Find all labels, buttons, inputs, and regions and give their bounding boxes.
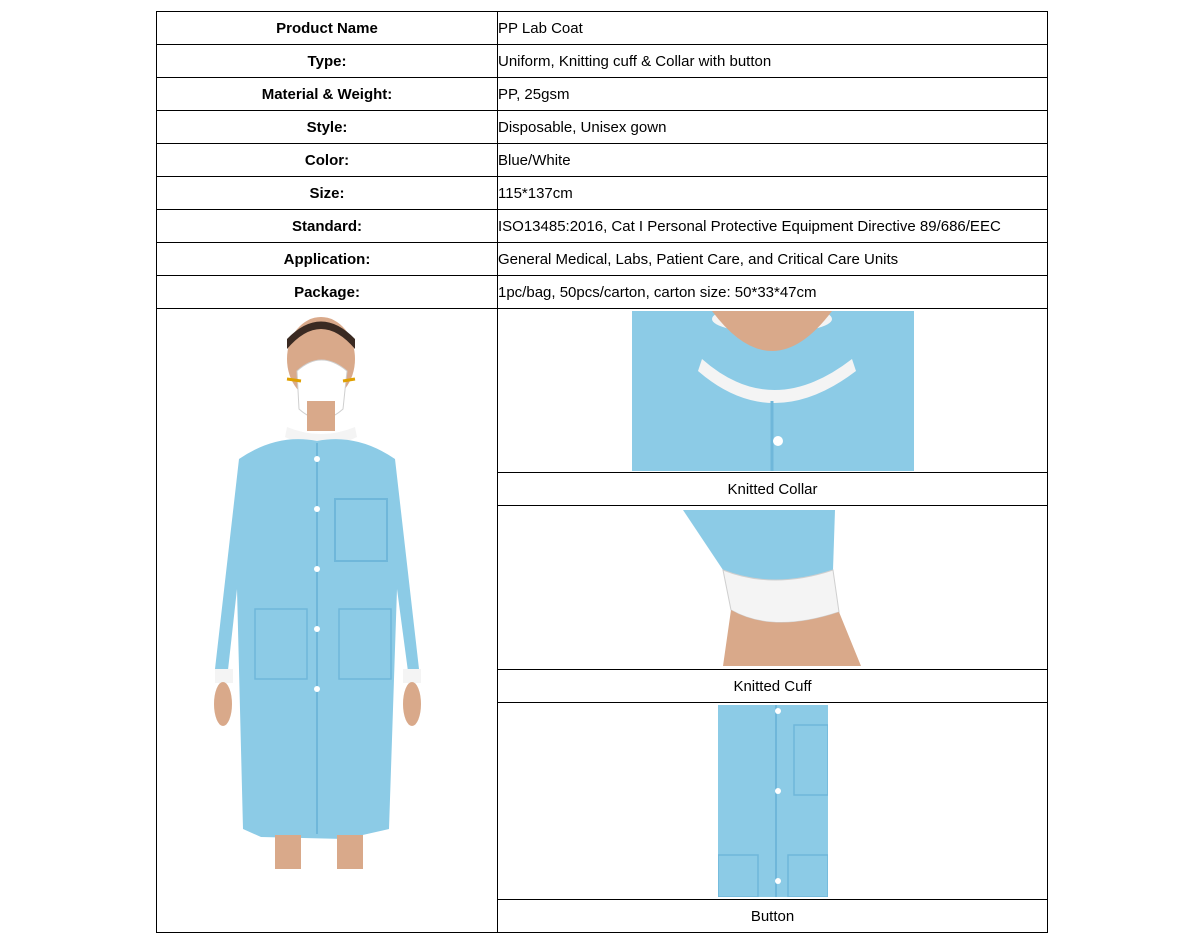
photo-caption: Knitted Cuff bbox=[498, 670, 1048, 703]
spec-value: Blue/White bbox=[498, 144, 1048, 177]
spec-row-material bbox=[157, 78, 1048, 111]
spec-value: General Medical, Labs, Patient Care, and Critical Care Units bbox=[498, 243, 1048, 276]
photo-caption: Knitted Collar bbox=[498, 473, 1048, 506]
spec-value: 1pc/bag, 50pcs/carton, carton size: 50*33*47cm bbox=[498, 276, 1048, 309]
spec-value: ISO13485:2016, Cat I Personal Protective Equipment Directive 89/686/EEC bbox=[498, 210, 1048, 243]
button-closeup-photo bbox=[718, 705, 828, 897]
spec-label: Style: bbox=[157, 111, 498, 144]
spec-value: 115*137cm bbox=[498, 177, 1048, 210]
button-photo-cell bbox=[498, 703, 1048, 900]
collar-photo-cell bbox=[498, 309, 1048, 473]
spec-value: Uniform, Knitting cuff & Collar with button bbox=[498, 45, 1048, 78]
spec-label: Application: bbox=[157, 243, 498, 276]
cuff-photo-cell bbox=[498, 506, 1048, 670]
product-spec-table bbox=[156, 11, 1048, 933]
spec-label: Color: bbox=[157, 144, 498, 177]
spec-row-application bbox=[157, 243, 1048, 276]
spec-row-product-name bbox=[157, 12, 1048, 45]
photo-caption: Button bbox=[498, 900, 1048, 933]
full-gown-photo-cell bbox=[157, 309, 498, 933]
spec-label: Standard: bbox=[157, 210, 498, 243]
spec-label: Package: bbox=[157, 276, 498, 309]
full-gown-photo bbox=[157, 309, 497, 869]
spec-value: PP, 25gsm bbox=[498, 78, 1048, 111]
spec-row-type bbox=[157, 45, 1048, 78]
spec-label: Product Name bbox=[157, 12, 498, 45]
spec-value: PP Lab Coat bbox=[498, 12, 1048, 45]
spec-row-size bbox=[157, 177, 1048, 210]
spec-label: Type: bbox=[157, 45, 498, 78]
spec-row-color bbox=[157, 144, 1048, 177]
knitted-collar-photo bbox=[632, 311, 914, 471]
spec-row-standard bbox=[157, 210, 1048, 243]
spec-label: Material & Weight: bbox=[157, 78, 498, 111]
spec-row-style bbox=[157, 111, 1048, 144]
spec-row-package bbox=[157, 276, 1048, 309]
photo-row-collar bbox=[157, 309, 1048, 473]
knitted-cuff-photo bbox=[683, 510, 863, 666]
spec-value: Disposable, Unisex gown bbox=[498, 111, 1048, 144]
spec-label: Size: bbox=[157, 177, 498, 210]
